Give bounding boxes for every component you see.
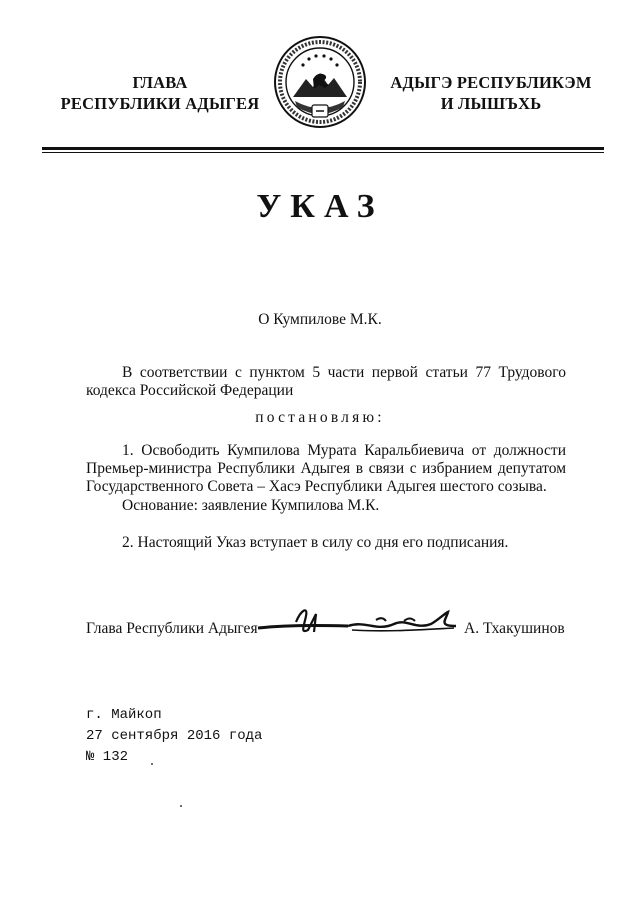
signatory-position: Глава Республики Адыгея	[86, 620, 258, 637]
handwritten-signature	[256, 604, 461, 640]
preamble-paragraph: В соответствии с пунктом 5 части первой статьи 77 Трудового кодекса Российской Федерации	[86, 364, 566, 399]
issue-city: г. Майкоп	[86, 707, 162, 723]
scan-speck	[180, 805, 182, 807]
basis-line: Основание: заявление Кумпилова М.К.	[122, 497, 380, 514]
header-right-line2: И ЛЫШЪХЬ	[440, 94, 542, 113]
scan-speck	[151, 763, 153, 765]
header-divider-thin	[42, 152, 604, 153]
header-left-line2: РЕСПУБЛИКИ АДЫГЕЯ	[60, 94, 260, 113]
document-title: УКАЗ	[256, 188, 384, 225]
item-1-paragraph: 1. Освободить Кумпилова Мурата Каральбиевича от должности Премьер-министра Республики Адыгея в связи с избранием депутатом Государственного Совета – Хасэ Республики Адыгея шестого созыва.	[86, 442, 566, 495]
issue-date: 27 сентября 2016 года	[86, 728, 263, 744]
decree-number: № 132	[86, 749, 129, 765]
document-subject: О Кумпилове М.К.	[258, 311, 382, 328]
header-left-line1: ГЛАВА	[132, 73, 188, 92]
header-left-block	[40, 72, 280, 114]
resolution-word: постановляю:	[255, 409, 385, 426]
item-2-paragraph: 2. Настоящий Указ вступает в силу со дня его подписания.	[122, 534, 509, 551]
coat-of-arms-emblem	[273, 35, 367, 129]
header-right-block	[375, 72, 607, 114]
header-right-line1: АДЫГЭ РЕСПУБЛИКЭМ	[390, 73, 592, 92]
signatory-name: А. Тхакушинов	[464, 620, 565, 637]
header-divider-thick	[42, 147, 604, 150]
